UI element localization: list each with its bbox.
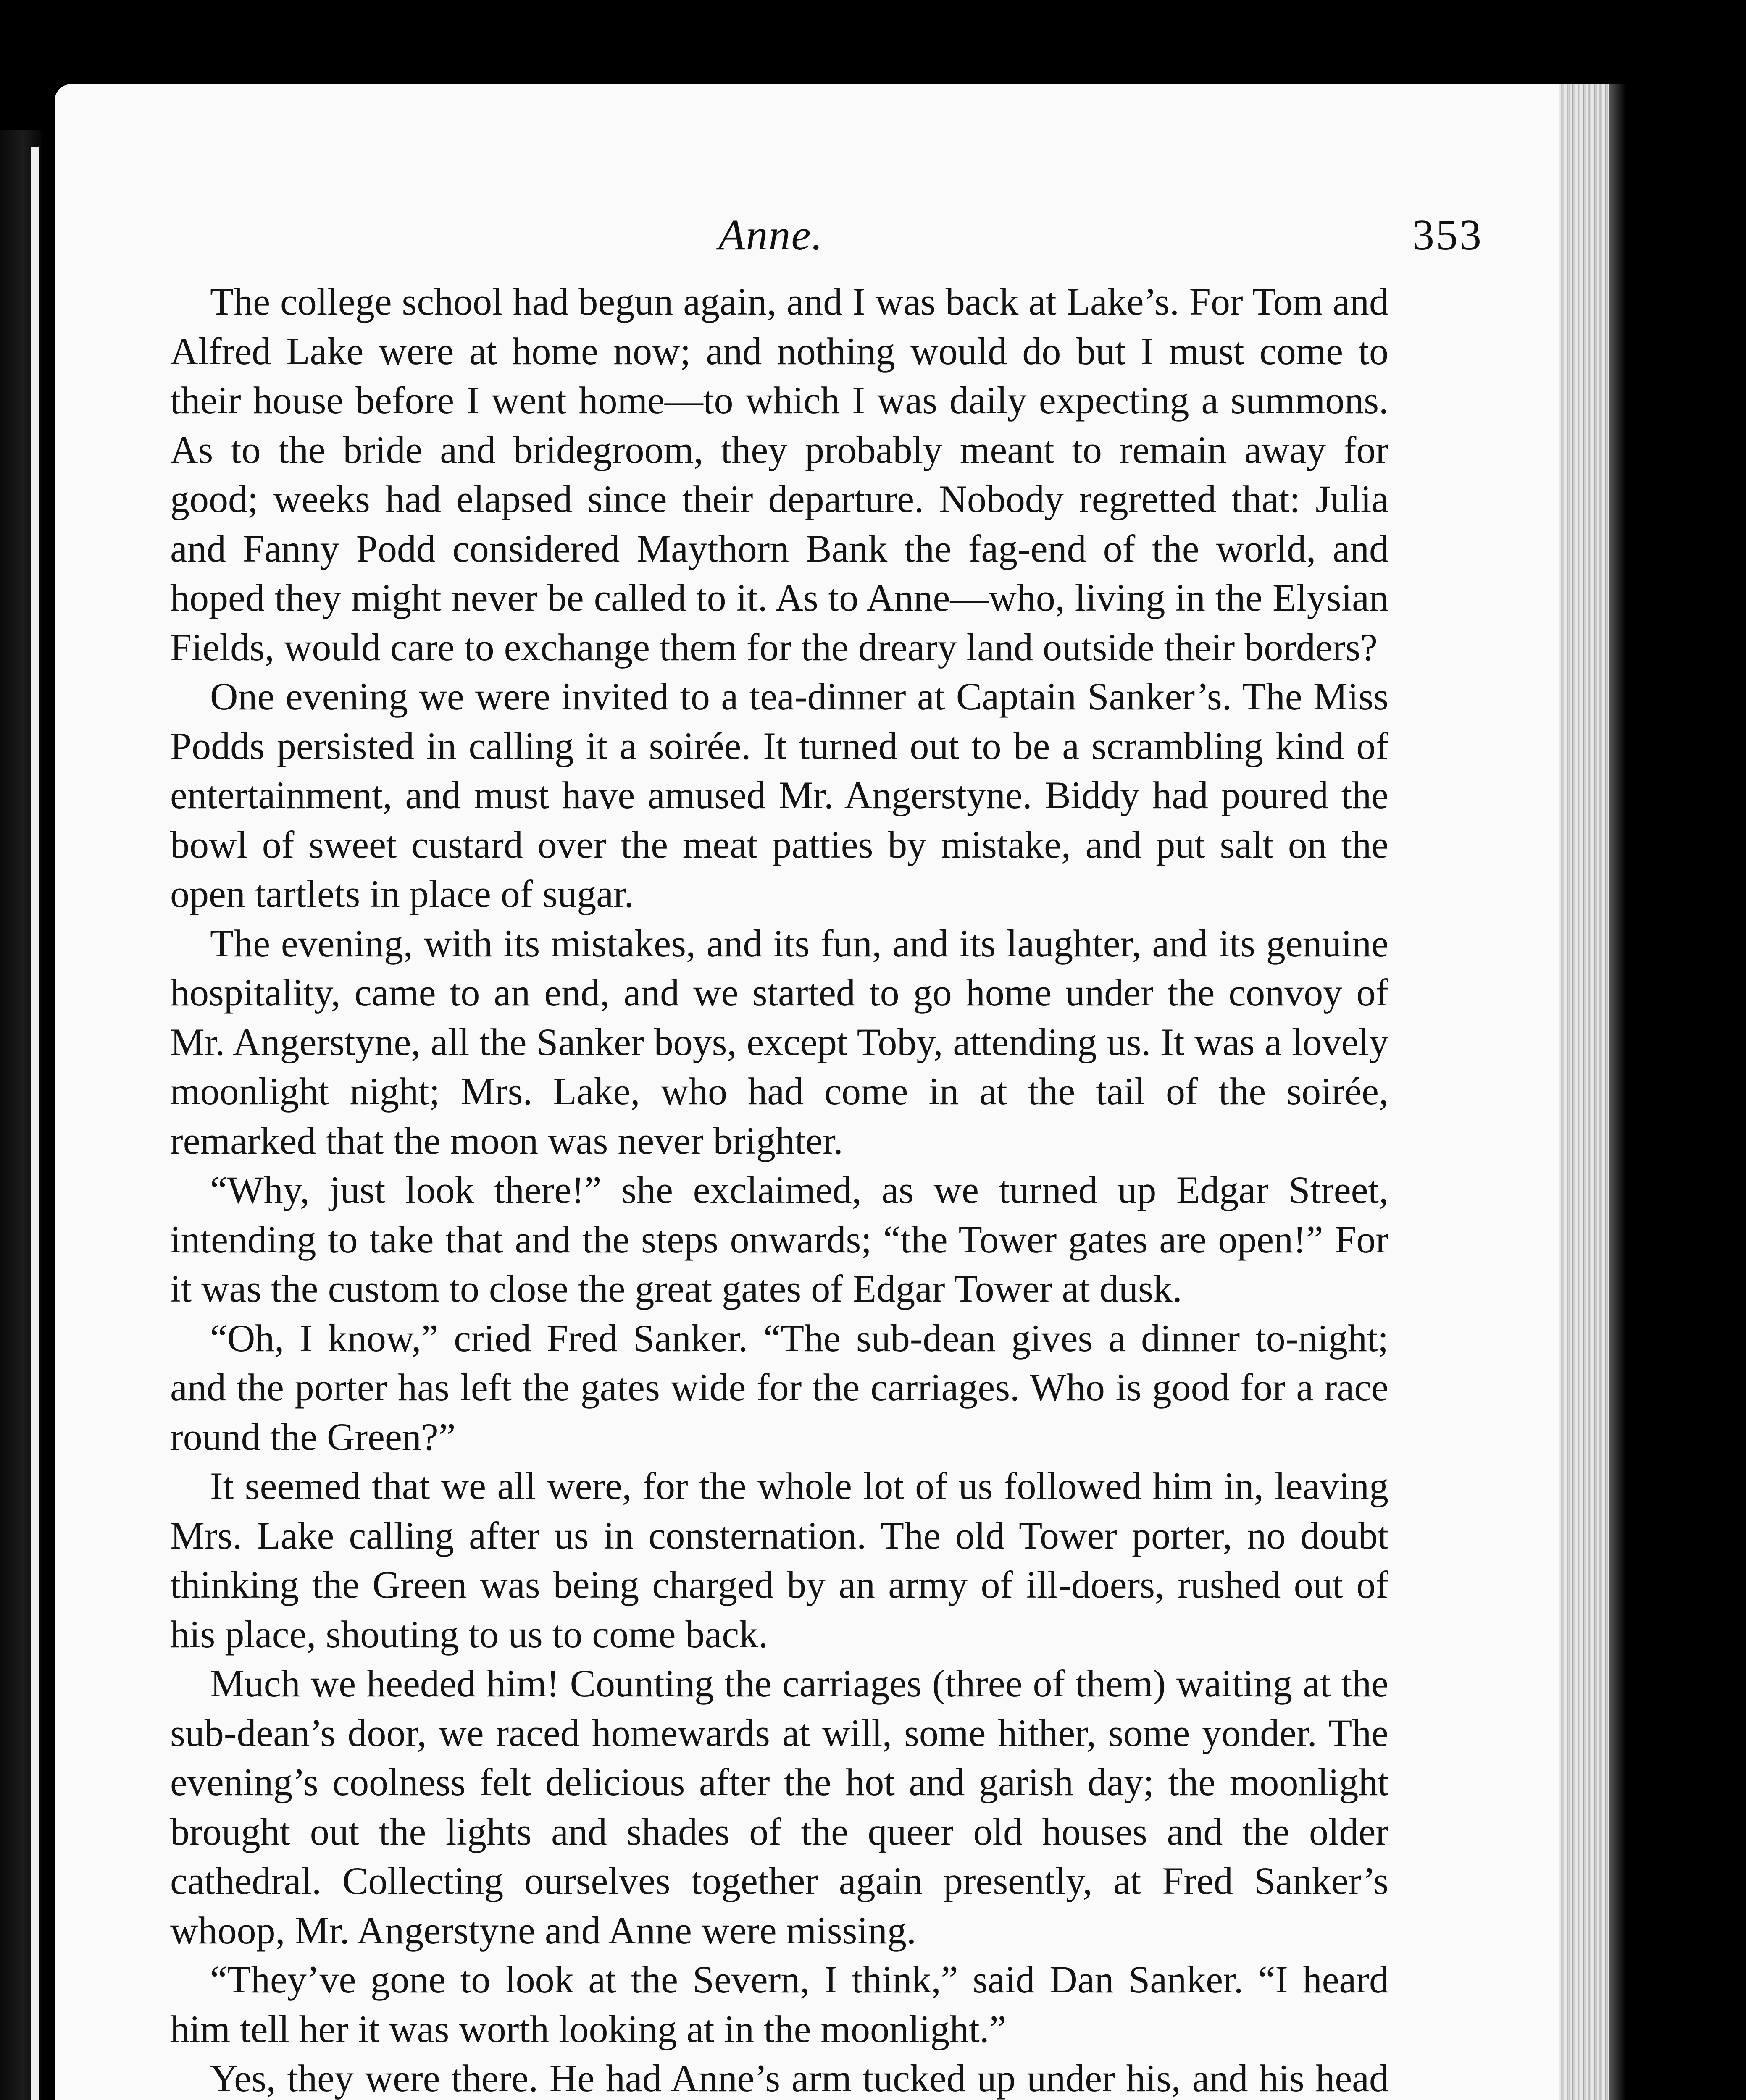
facing-page-edge — [0, 130, 42, 2100]
running-title: Anne. — [718, 211, 823, 259]
paragraph: Yes, they were there. He had Anne’s arm tucked up under his, and his head — [210, 2057, 1388, 2100]
paragraph: The college school had begun again, and I was back at Lake’s. For Tom and Alfred Lake were at home now; and nothing would do but I must come to their house before I went home—to which I was daily expecting a summons. As to the bride and bridegroom, they probably meant to remain away for good; weeks had elapsed since their departure. Nobody regretted that: Julia and Fanny Podd considered Maythorn Bank the fag-end of the world, and hoped they might never be called to it. As to Anne—who, living in the Elysian Fields, would care to exchange them for the dreary land outside their borders? — [170, 280, 1388, 669]
page-edge-shadow — [1609, 84, 1626, 2100]
paragraph: One evening we were invited to a tea-dinner at Captain Sanker’s. The Miss Podds persisted in calling it a soirée. It turned out to be a scrambling kind of entertainment, and must have amused Mr. Angerstyne. Biddy had poured the bowl of sweet custard over the meat patties by mistake, and put salt on the open tartlets in place of sugar. — [170, 675, 1388, 915]
paragraph: “Why, just look there!” she exclaimed, as we turned up Edgar Street, intending to take that and the steps onwards; “the Tower gates are open!” For it was the custom to close the great gates of Edgar Tower at dusk. — [170, 1168, 1388, 1310]
paragraph: “Oh, I know,” cried Fred Sanker. “The sub-dean gives a dinner to-night; and the porter has left the gates wide for the carriages. Who is good for a race round the Green?” — [170, 1316, 1388, 1458]
paragraph: “They’ve gone to look at the Severn, I think,” said Dan Sanker. “I heard him tell her it was worth looking at in the moonlight.” — [170, 1958, 1388, 2050]
paragraph: Much we heeded him! Counting the carriages (three of them) waiting at the sub-dean’s door, we raced homewards at will, some hither, some yonder. The evening’s coolness felt delicious after the hot and garish day; the moonlight brought out the lights and shades of the queer old houses and the older cathedral. Collecting ourselves together again presently, at Fred Sanker’s whoop, Mr. Angerstyne and Anne were missing. — [170, 1662, 1388, 1952]
page-stack-edge — [1559, 84, 1609, 2100]
paragraph: The evening, with its mistakes, and its fun, and its laughter, and its genuine hospitality, came to an end, and we started to go home under the convoy of Mr. Angerstyne, all the Sanker boys, except Toby, attending us. It was a lovely moonlight night; Mrs. Lake, who had come in at the tail of the soirée, remarked that the moon was never brighter. — [170, 921, 1388, 1162]
page-header — [55, 210, 1483, 269]
page-number: 353 — [1412, 211, 1483, 259]
paragraph: It seemed that we all were, for the whole lot of us followed him in, leaving Mrs. Lake calling after us in consternation. The old Tower porter, no doubt thinking the Green was being charged by an army of ill-doers, rushed out of his place, shouting to us to come back. — [170, 1465, 1388, 1656]
body-text — [170, 277, 1388, 2100]
